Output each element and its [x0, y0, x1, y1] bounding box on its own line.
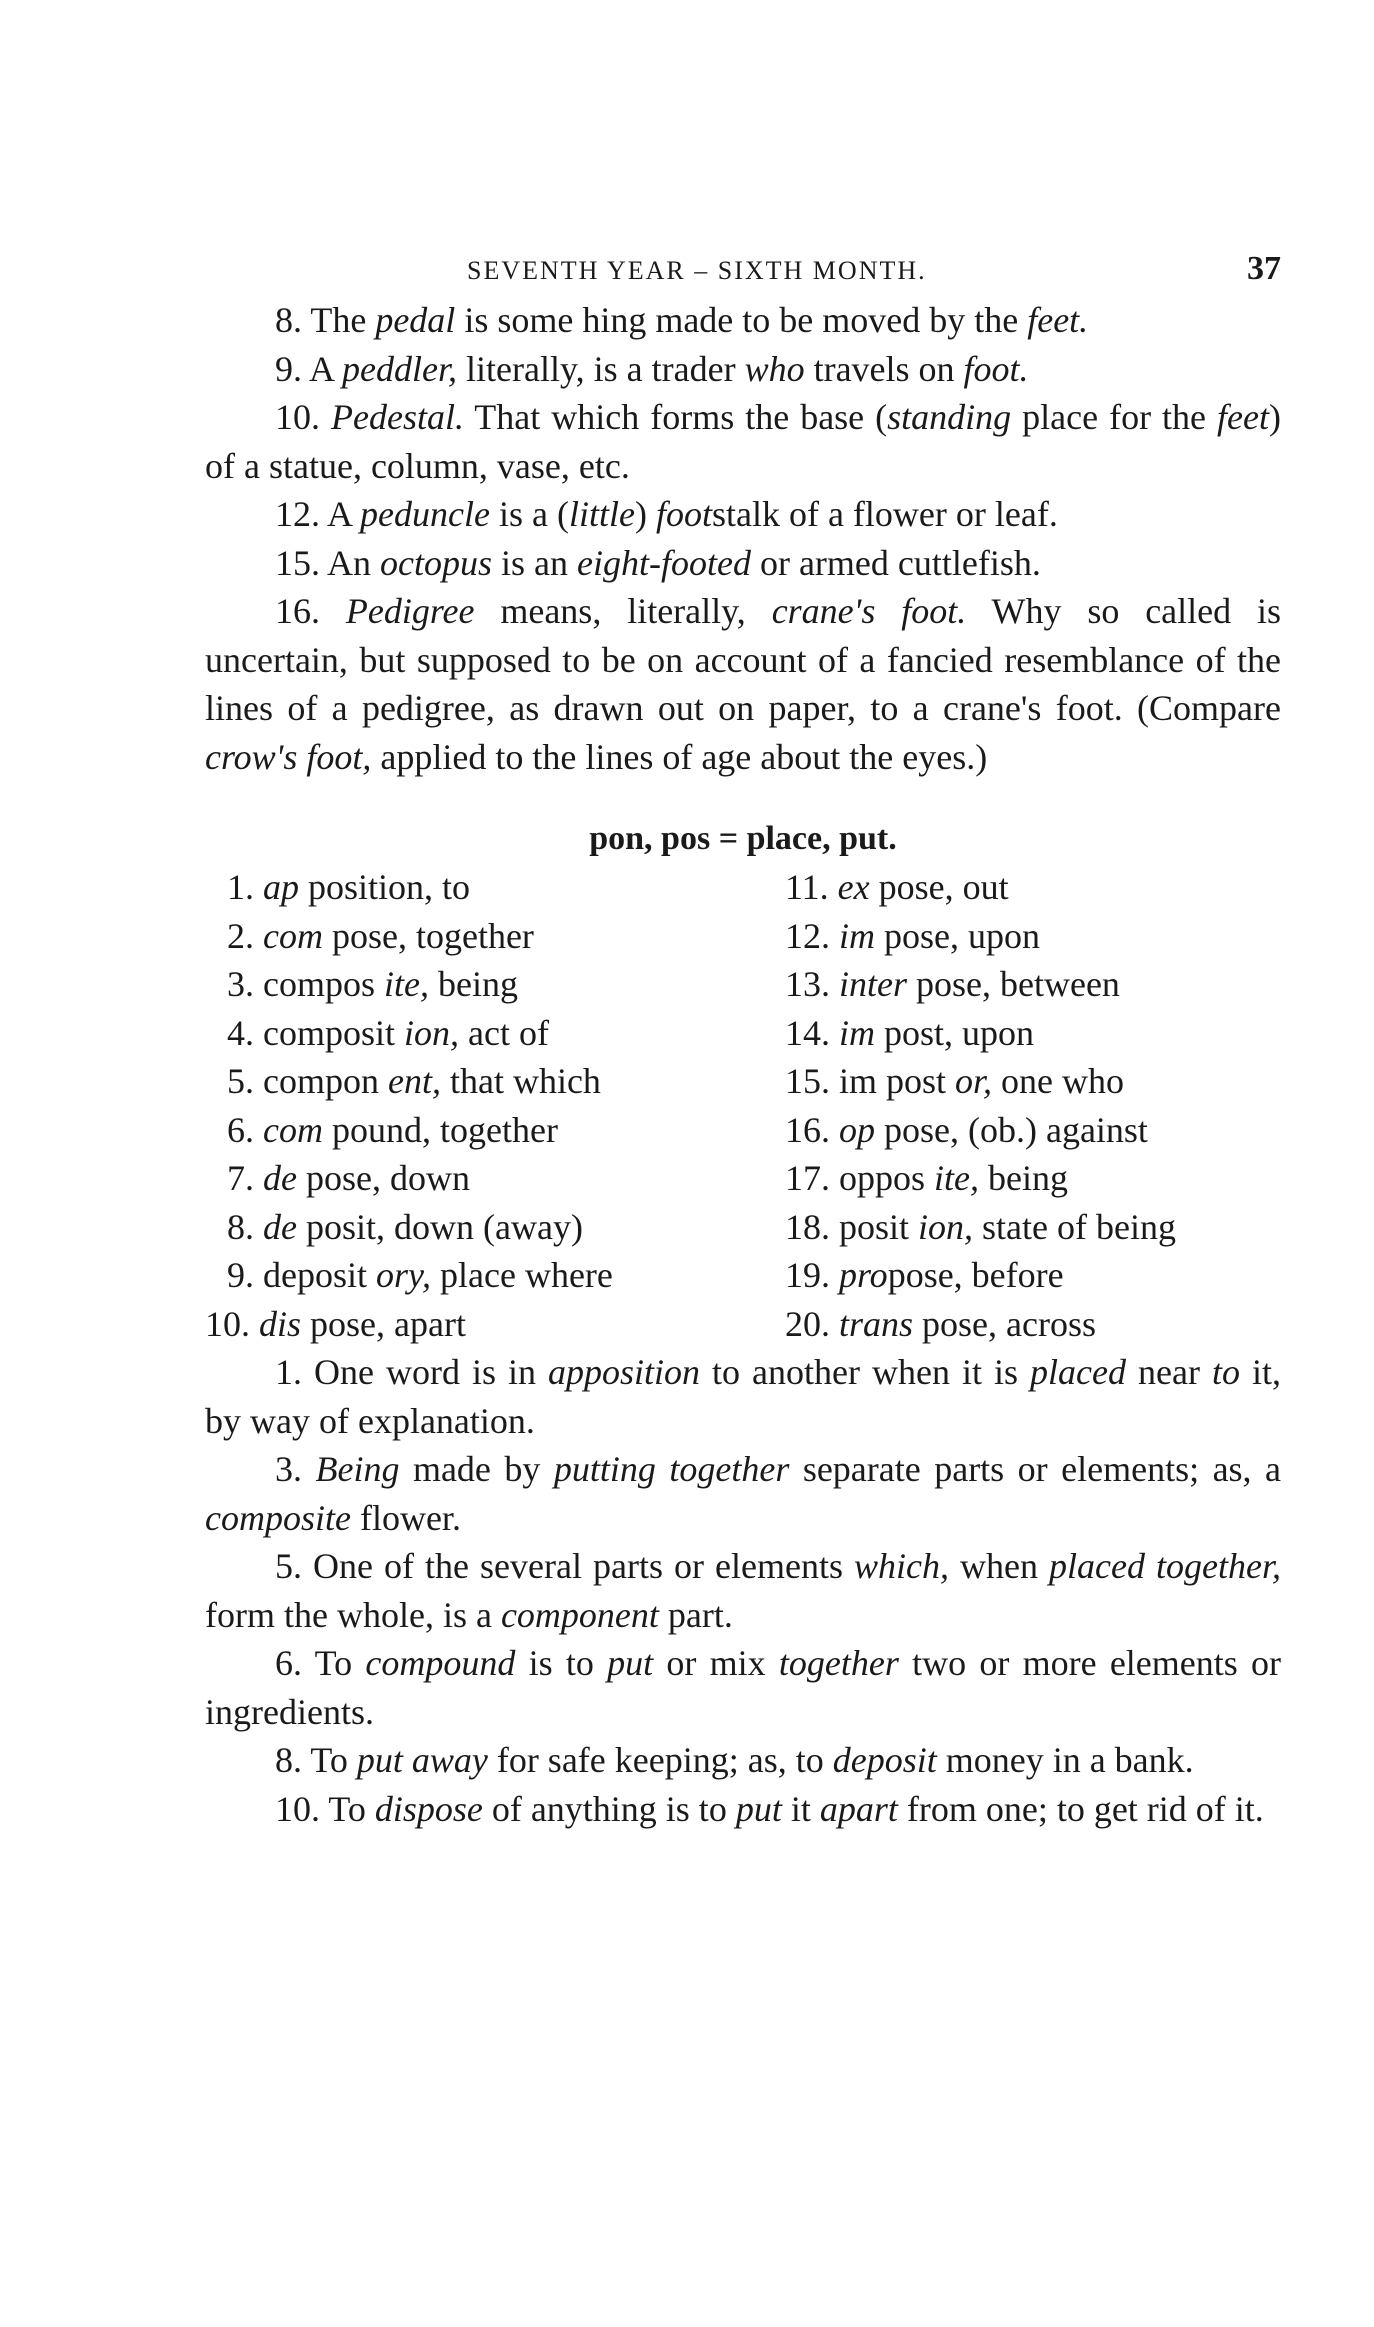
book-page [205, 250, 1281, 1833]
definition-text: 12. A [275, 494, 361, 534]
definition-text: place for the [1011, 397, 1218, 437]
note-text: deposit [832, 1740, 937, 1780]
word-entry-text: 5. compon [227, 1061, 388, 1101]
word-entry-text: pose, across [913, 1303, 1096, 1344]
word-entry-w1 [205, 863, 785, 912]
word-entry-text: ex [837, 867, 870, 907]
word-entry-w6 [205, 1106, 785, 1155]
word-entry-text: pound, together [322, 1109, 558, 1150]
definition-text: 8. The [275, 300, 376, 340]
word-entry-text: position, to [299, 867, 471, 907]
word-entry-text: pose, down [296, 1158, 470, 1198]
note-text: money in a bank. [936, 1740, 1194, 1780]
word-entry-text: ap [263, 867, 299, 907]
note-text: of anything is to [482, 1788, 736, 1829]
word-entry-text: ion, [404, 1012, 460, 1053]
word-entry-text: post, upon [875, 1012, 1035, 1053]
note-text: together [778, 1643, 899, 1683]
definition-p9 [205, 345, 1281, 394]
word-entry-text: place where [431, 1255, 613, 1295]
word-entry-text: im [839, 915, 875, 956]
definition-text: 16. [275, 591, 346, 631]
word-entry-text: 3. compos [227, 964, 384, 1004]
word-entry-text: pose, (ob.) against [875, 1109, 1148, 1150]
note-text: part. [658, 1594, 733, 1635]
definition-text: foot. [963, 348, 1029, 389]
word-entry-text: de [263, 1206, 297, 1247]
word-list-left-column [205, 863, 785, 1348]
note-n10 [205, 1785, 1281, 1834]
note-text: dispose [374, 1788, 483, 1829]
definition-text: 9. A [275, 348, 343, 389]
note-n1 [205, 1348, 1281, 1445]
word-entry-w18 [785, 1203, 1281, 1252]
word-entry-text: 17. oppos [785, 1158, 935, 1198]
word-entry-text: ent, [387, 1061, 441, 1101]
word-entry-text: ite, [384, 964, 429, 1004]
note-text: apposition [548, 1352, 701, 1392]
header-title: SEVENTH YEAR – SIXTH MONTH. [467, 256, 927, 285]
word-entry-w5 [205, 1057, 785, 1106]
definition-p16 [205, 587, 1281, 781]
word-entry-w4 [205, 1009, 785, 1058]
definition-text: crow's foot, [205, 736, 372, 777]
word-entry-text: trans [839, 1303, 914, 1344]
word-list-right-column [785, 863, 1281, 1348]
note-text: two or more elements or ingredients. [205, 1643, 1282, 1732]
note-text: it, by way of explanation. [205, 1352, 1281, 1441]
note-text: it [781, 1788, 820, 1829]
definition-text: is some hing made to be moved by the [455, 300, 1028, 340]
definition-text: travels on [804, 348, 964, 389]
word-entry-text: being [979, 1158, 1068, 1198]
definition-text: little [568, 494, 635, 534]
word-entry-w13 [785, 960, 1281, 1009]
note-text: when [948, 1546, 1050, 1586]
word-entry-w12 [785, 912, 1281, 961]
word-entry-text: 18. posit [785, 1206, 919, 1247]
note-text: compound [365, 1643, 516, 1683]
word-entry-w8 [205, 1203, 785, 1252]
word-entry-text: pose, together [322, 915, 534, 956]
word-entry-text: pose, apart [301, 1303, 466, 1344]
note-text: near [1125, 1352, 1212, 1392]
definition-text: ) [634, 494, 656, 534]
word-entry-text: being [428, 964, 518, 1004]
word-entry-text: posit, down (away) [296, 1206, 583, 1247]
word-entry-w7 [205, 1154, 785, 1203]
word-entry-text: act of [459, 1012, 549, 1053]
note-text: put away [356, 1740, 488, 1780]
explanatory-notes [205, 1348, 1281, 1833]
note-text: to [1211, 1352, 1240, 1392]
note-text: for safe keeping; as, to [487, 1740, 833, 1780]
word-entry-w9 [205, 1251, 785, 1300]
note-text: made by [399, 1449, 554, 1489]
definition-text: peddler, [342, 348, 458, 389]
section-heading [205, 817, 1281, 861]
word-entry-text: im [839, 1012, 875, 1053]
note-text: 1. One word is in [275, 1352, 549, 1392]
word-entry-text: 6. [227, 1109, 263, 1150]
note-text: Being [315, 1449, 400, 1489]
note-text: put [735, 1788, 782, 1829]
word-entry-text: one who [992, 1061, 1125, 1101]
word-entry-text: 9. deposit [227, 1255, 376, 1295]
note-text: which, [853, 1546, 949, 1586]
word-entry-text: ite, [934, 1158, 979, 1198]
note-text: 5. One of the several parts or elements [275, 1546, 854, 1586]
definition-text: is an [492, 542, 578, 583]
definition-text: Pedigree [345, 591, 475, 631]
note-text: is to [515, 1643, 608, 1683]
definition-text: Pedestal. [331, 397, 464, 437]
word-entry-w3 [205, 960, 785, 1009]
word-entry-w2 [205, 912, 785, 961]
word-entry-text: ory, [376, 1255, 432, 1295]
definition-text: That which forms the base ( [463, 397, 888, 437]
definition-text: stalk of a flower or leaf. [711, 494, 1058, 534]
word-entry-text: that which [440, 1061, 601, 1101]
word-entry-text: 16. [785, 1109, 839, 1150]
word-entry-w15 [785, 1057, 1281, 1106]
word-entry-w11 [785, 863, 1281, 912]
word-entry-text: 12. [785, 915, 839, 956]
note-text: from one; to get rid of it. [897, 1788, 1264, 1829]
definition-text: who [744, 348, 805, 389]
word-entry-text: 13. [785, 964, 839, 1004]
definition-text: feet. [1027, 300, 1089, 340]
word-entry-text: ion, [918, 1206, 974, 1247]
section-equals: = [710, 820, 747, 857]
word-entry-text: 20. [785, 1303, 839, 1344]
definition-p10 [205, 393, 1281, 490]
note-text: composite [205, 1497, 351, 1538]
word-entry-w19 [785, 1251, 1281, 1300]
note-text: placed together, [1049, 1546, 1281, 1586]
word-entry-text: 7. [227, 1158, 263, 1198]
word-entry-text: or, [955, 1061, 993, 1101]
definition-p8 [205, 296, 1281, 345]
note-text: 3. [275, 1449, 316, 1489]
word-entry-w16 [785, 1106, 1281, 1155]
word-entry-text: 11. [785, 867, 838, 907]
definition-p12 [205, 490, 1281, 539]
section-root: pon, pos [589, 820, 711, 857]
note-text: to another when it is [700, 1352, 1031, 1392]
intro-definitions [205, 296, 1281, 781]
word-list [205, 863, 1281, 1348]
running-header [205, 250, 1281, 296]
note-text: 6. To [275, 1643, 366, 1683]
definition-text: pedal [375, 300, 456, 340]
definition-text: octopus [380, 542, 493, 583]
word-entry-text: 15. im post [785, 1061, 956, 1101]
word-entry-text: pro [839, 1255, 888, 1295]
definition-text: ) of a statue, column, vase, etc. [205, 397, 1281, 486]
word-entry-text: 4. composit [227, 1012, 404, 1053]
word-entry-text: 1. [227, 867, 263, 907]
word-entry-text: pose, before [887, 1255, 1064, 1295]
note-text: 8. To [275, 1740, 357, 1780]
note-n5 [205, 1542, 1281, 1639]
note-text: separate parts or elements; as, a [789, 1449, 1282, 1489]
definition-text: 15. An [275, 542, 381, 583]
note-text: 10. To [275, 1788, 375, 1829]
definition-text: 10. [275, 397, 331, 437]
note-text: or mix [653, 1643, 779, 1683]
note-text: placed [1030, 1352, 1126, 1392]
word-entry-text: pose, between [907, 964, 1120, 1004]
word-entry-text: 8. [227, 1206, 263, 1247]
word-entry-w14 [785, 1009, 1281, 1058]
word-entry-text: pose, upon [875, 915, 1040, 956]
definition-text: crane's foot. [771, 591, 967, 631]
definition-text: literally, is a trader [457, 348, 745, 389]
definition-text: peduncle [360, 494, 490, 534]
word-entry-text: op [839, 1109, 875, 1150]
word-entry-text: de [263, 1158, 297, 1198]
note-n3 [205, 1445, 1281, 1542]
note-text: flower. [350, 1497, 461, 1538]
definition-text: is a ( [489, 494, 569, 534]
word-entry-text: 19. [785, 1255, 839, 1295]
note-text: putting together [553, 1449, 790, 1489]
word-entry-text: 2. [227, 915, 263, 956]
definition-p15 [205, 539, 1281, 588]
note-text: apart [819, 1788, 898, 1829]
note-n6 [205, 1639, 1281, 1736]
word-entry-text: com [263, 1109, 323, 1150]
word-entry-text: 10. [205, 1303, 259, 1344]
definition-text: or armed cuttlefish. [750, 542, 1041, 583]
word-entry-text: state of being [973, 1206, 1176, 1247]
word-entry-text: pose, out [869, 867, 1009, 907]
section-meaning: place, put. [746, 820, 897, 857]
word-entry-text: dis [259, 1303, 302, 1344]
definition-text: applied to the lines of age about the eyes.) [371, 736, 988, 777]
definition-text: foot [655, 494, 712, 534]
definition-text: eight-footed [577, 542, 751, 583]
word-entry-text: inter [839, 964, 907, 1004]
word-entry-text: com [263, 915, 323, 956]
note-text: component [500, 1594, 659, 1635]
word-entry-w10 [205, 1300, 785, 1349]
note-text: form the whole, is a [205, 1594, 501, 1635]
note-n8 [205, 1736, 1281, 1785]
word-entry-w20 [785, 1300, 1281, 1349]
definition-text: Why so called is uncertain, but supposed to be on account of a fancied resemblance of the lines of a pedigree, as drawn out on paper, to a crane's foot. (Compare [205, 591, 1282, 728]
page-number: 37 [1247, 250, 1281, 287]
word-entry-w17 [785, 1154, 1281, 1203]
definition-text: feet [1217, 397, 1269, 437]
note-text: put [607, 1643, 654, 1683]
definition-text: standing [887, 397, 1012, 437]
word-entry-text: 14. [785, 1012, 839, 1053]
definition-text: means, literally, [474, 591, 772, 631]
